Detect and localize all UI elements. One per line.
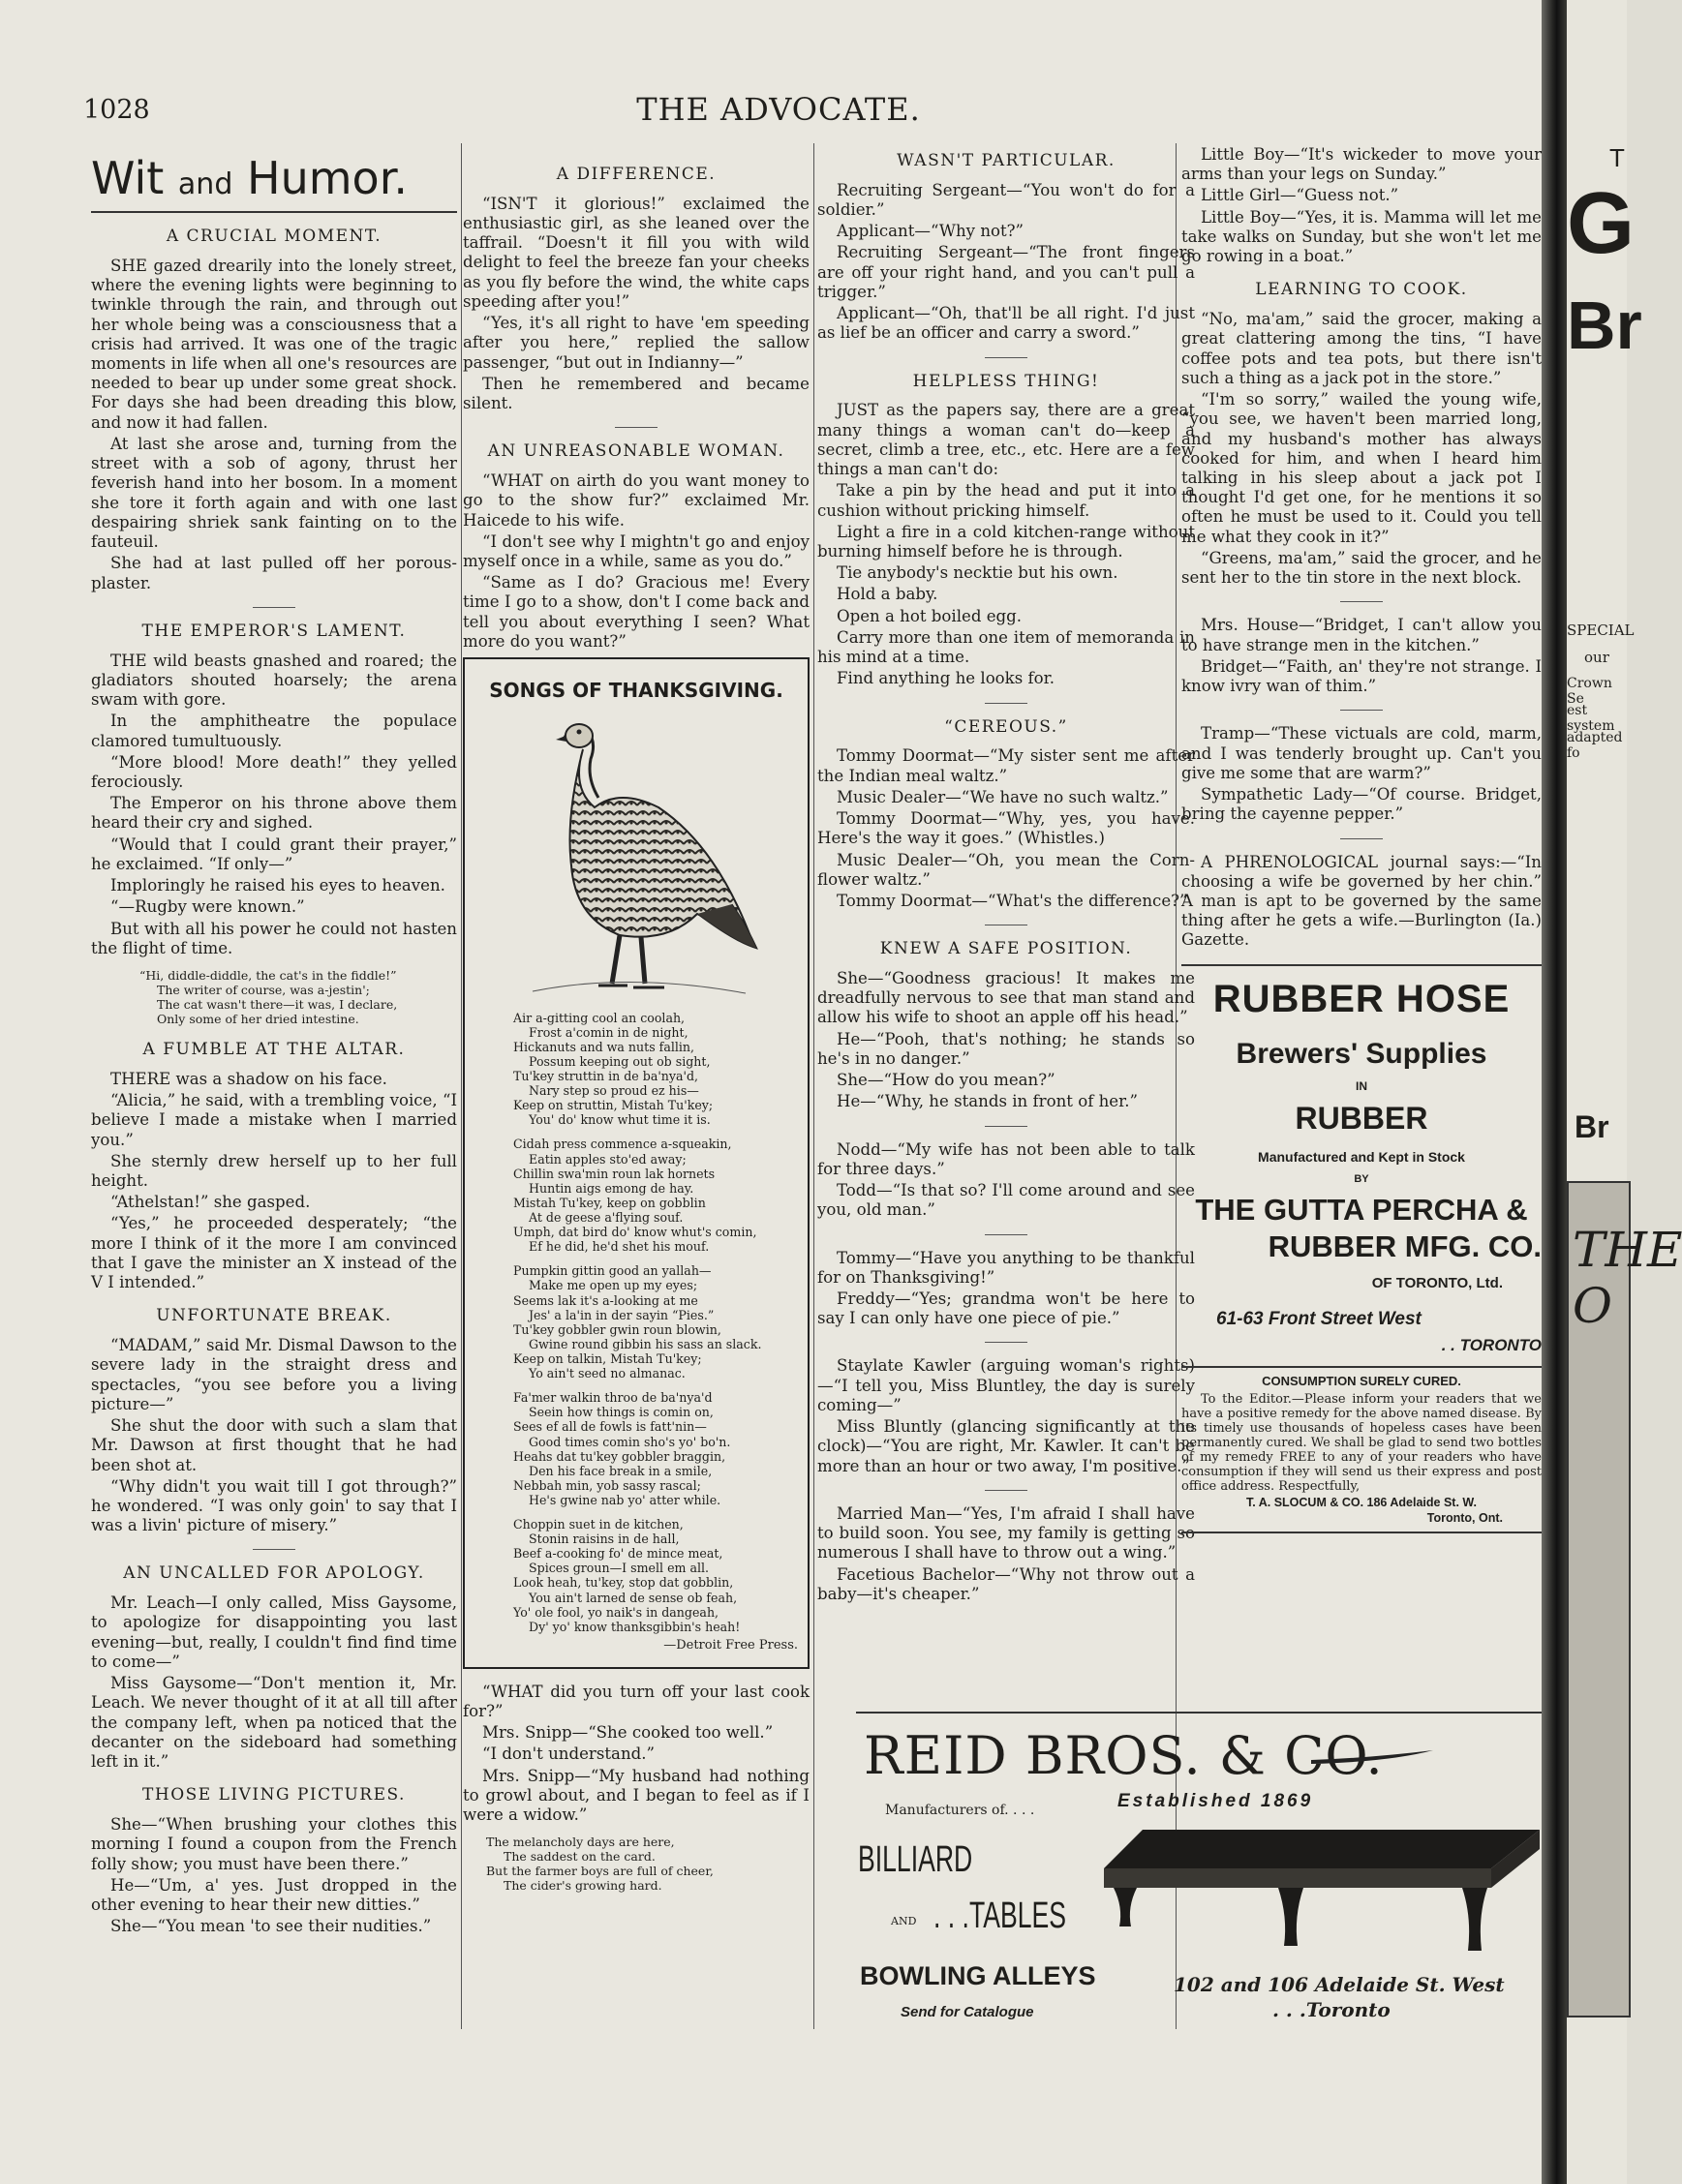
divider (985, 1490, 1027, 1491)
verse-line: At de geese a'flying souf. (529, 1209, 684, 1225)
paragraph: Married Man—“Yes, I'm afraid I shall have to build soon. You see, my family is getting so numerous I shall have to throw out a wing.” (817, 1503, 1195, 1562)
paragraph: Music Dealer—“Oh, you mean the Corn-flower waltz.” (817, 850, 1195, 889)
paragraph: Tie anybody's necktie but his own. (837, 563, 1118, 583)
adjacent-text: est system (1567, 703, 1615, 734)
paragraph: “Athelstan!” she gasped. (110, 1193, 311, 1212)
ad-line: IN (1356, 1079, 1367, 1094)
verse-line: Good times comin sho's yo' bo'n. (529, 1434, 731, 1449)
verse-line: Only some of her dried intestine. (157, 1012, 359, 1027)
verse-line: Sees ef all de fowls is fatt'nin— (513, 1419, 707, 1435)
paragraph: “Would that I could grant their prayer,” he exclaimed. “If only—” (91, 834, 457, 873)
paragraph: Mrs. House—“Bridget, I can't allow you to have strange men in the kitchen.” (1181, 616, 1542, 654)
headline: UNFORTUNATE BREAK. (156, 1306, 392, 1326)
verse-line: The cat wasn't there—it was, I declare, (157, 997, 398, 1013)
turkey-illustration (474, 711, 798, 1001)
paragraph: SHE gazed drearily into the lonely street, where the evening lights were beginning to twinkle through the rain, and through out her whole being was a consciousness that a crisis had arrived. It was one of the tragic moments in life when all one's resources are needed to bear up under some great shock. For days she had been dreading this blow, and now it had fallen. (91, 256, 457, 432)
ad-line: . . .TABLES (933, 1896, 1066, 1936)
song-verse (513, 1011, 798, 1128)
song-verse (513, 1137, 798, 1254)
paragraph: Find anything he looks for. (837, 669, 1055, 688)
verse-line: Heahs dat tu'key gobbler braggin, (513, 1448, 726, 1464)
headline: AN UNREASONABLE WOMAN. (487, 441, 785, 462)
paragraph: “—Rugby were known.” (110, 897, 305, 917)
divider (985, 1234, 1027, 1235)
paragraph: “I don't understand.” (482, 1744, 656, 1764)
divider (1340, 838, 1383, 839)
paragraph: “Greens, ma'am,” said the grocer, and he sent her to the tin store in the next block. (1181, 548, 1542, 588)
page-number: 1028 (83, 95, 150, 125)
ad-line: THE GUTTA PERCHA & (1195, 1193, 1528, 1228)
verse-line: Possum keeping out ob sight, (529, 1053, 711, 1069)
verse-line: The cider's growing hard. (504, 1878, 662, 1894)
headline: HELPLESS THING! (912, 371, 1100, 391)
paragraph: The Emperor on his throne above them heard their cry and sighed. (91, 794, 457, 833)
verse-line: Chillin swa'min roun lak hornets (513, 1166, 716, 1181)
ad-established: Established 1869 (1117, 1791, 1314, 1811)
ad-line: BOWLING ALLEYS (860, 1961, 1096, 1990)
verse-line: Nary step so proud ez his— (529, 1083, 699, 1099)
verse-line: Ef he did, he'd shet his mouf. (529, 1239, 710, 1255)
flourish-icon (1311, 1746, 1437, 1770)
divider (1340, 710, 1383, 711)
paragraph: Applicant—“Oh, that'll be all right. I'd just as lief be an officer and carry a sword.” (817, 304, 1195, 343)
adjacent-text: Br (1567, 288, 1642, 363)
ad-line: AND (891, 1915, 917, 1927)
paragraph: Tramp—“These victuals are cold, marm, and I was tenderly brought up. Can't you give me some that are warm?” (1181, 724, 1542, 782)
headline: A DIFFERENCE. (556, 165, 717, 184)
ad-signature: T. A. SLOCUM & CO. 186 Adelaide St. W. (1245, 1496, 1477, 1510)
paragraph: At last she arose and, turning from the street with a sob of agony, thrust her feverish hand into her bosom. In a moment she tore it forth again and with one last despairing shriek sank fainting on to the fauteuil. (91, 434, 457, 552)
paragraph: Then he remembered and became silent. (463, 374, 810, 413)
verse-line: Frost a'comin in de night, (529, 1024, 688, 1040)
ad-company-name: REID BROS. & CO. (864, 1725, 1384, 1786)
paragraph: “More blood! More death!” they yelled ferociously. (91, 752, 457, 791)
paragraph: “Alicia,” he said, with a trembling voice, “I believe I made a mistake when I married you.” (91, 1091, 457, 1149)
paragraph: Carry more than one item of memoranda in his mind at a time. (817, 627, 1195, 667)
paragraph: “WHAT on airth do you want money to go to the show fur?” exclaimed Mr. Haicede to his wife. (463, 471, 810, 530)
adjacent-text: Br (1575, 1109, 1609, 1144)
ad-line: Send for Catalogue (901, 2004, 1034, 2020)
paragraph: Music Dealer—“We have no such waltz.” (837, 787, 1169, 806)
column-1 (91, 145, 457, 1938)
billiard-table-illustration (1085, 1810, 1540, 1975)
paragraph: Hold a baby. (837, 585, 938, 604)
verse-line: Den his face break in a smile, (529, 1463, 713, 1478)
verse-line: Umph, dat bird do' know whut's comin, (513, 1225, 757, 1240)
verse-line: The melancholy days are here, (486, 1835, 675, 1850)
ad-address: 102 and 106 Adelaide St. West (1174, 1973, 1505, 1996)
verse-line: Seein how things is comin on, (529, 1405, 714, 1420)
adjacent-text: Crown Se (1567, 676, 1612, 707)
verse-line: Look heah, tu'key, stop dat gobblin, (513, 1575, 734, 1591)
paragraph: “MADAM,” said Mr. Dismal Dawson to the severe lady in the straight dress and spectacles, “you see before you a living picture—” (91, 1336, 457, 1413)
paragraph: THERE was a shadow on his face. (110, 1069, 387, 1088)
column-rule (461, 143, 462, 2029)
song-verse (513, 1517, 798, 1634)
verse-line: Yo ain't seed no almanac. (529, 1366, 686, 1381)
column-4 (1181, 145, 1542, 1533)
paragraph: Facetious Bachelor—“Why not throw out a baby—it's cheaper.” (817, 1564, 1195, 1603)
verse-line: But the farmer boys are full of cheer, (486, 1864, 714, 1879)
verse-line: Dy' yo' know thanksgibbin's heah! (529, 1619, 741, 1634)
verse-line: The writer of course, was a-jestin'; (157, 983, 370, 998)
divider (985, 703, 1027, 704)
ad-title: CONSUMPTION SURELY CURED. (1262, 1374, 1461, 1389)
verse (139, 968, 457, 1026)
divider (253, 607, 295, 608)
divider (985, 1342, 1027, 1343)
divider (615, 427, 658, 428)
paragraph: “No, ma'am,” said the grocer, making a great clattering among the tins, “I have coffee pots and tea pots, but there isn't such a thing as a jack pot in the store.” (1181, 310, 1542, 387)
section-title (91, 151, 457, 213)
verse-line: Keep on talkin, Mistah Tu'key; (513, 1350, 702, 1366)
verse-line: Keep on struttin, Mistah Tu'key; (513, 1098, 714, 1113)
verse-line: Tu'key struttin in de ba'nya'd, (513, 1068, 699, 1083)
paragraph: She—“When brushing your clothes this morning I found a coupon from the French folly show; you must have been there.” (91, 1815, 457, 1873)
paragraph: He—“Why, he stands in front of her.” (837, 1092, 1138, 1111)
paragraph: But with all his power he could not hasten the flight of time. (91, 919, 457, 957)
verse-line: You ain't larned de sense ob feah, (529, 1590, 738, 1605)
headline: WASN'T PARTICULAR. (897, 151, 1116, 170)
verse-line: He's gwine nab yo' atter while. (529, 1492, 721, 1507)
verse-line: Seems lak it's a-looking at me (513, 1292, 698, 1308)
ad-address: . . .Toronto (1272, 1998, 1391, 2021)
verse-line: You' do' know whut time it is. (529, 1112, 711, 1128)
paragraph: He—“Um, a' yes. Just dropped in the other evening to hear their new ditties.” (91, 1875, 457, 1914)
verse-line: Gwine round gibbin his sass an slack. (529, 1336, 762, 1351)
divider (985, 1126, 1027, 1127)
adjacent-text: SPECIAL (1567, 622, 1635, 639)
paragraph: Bridget—“Faith, an' they're not strange. I know ivry wan of thim.” (1181, 656, 1542, 696)
verse-line: Spices groun—I smell em all. (529, 1561, 710, 1576)
ad-line: Manufacturers of. . . . (885, 1803, 1035, 1818)
verse-line: Air a-gitting cool an coolah, (513, 1010, 686, 1025)
ad-signature: Toronto, Ont. (1426, 1510, 1503, 1525)
paragraph: In the amphitheatre the populace clamored tumultuously. (91, 712, 457, 750)
paragraph: Take a pin by the head and put it into a cushion without pricking himself. (817, 481, 1195, 520)
paragraph: “Yes, it's all right to have 'em speeding after you here,” replied the sallow passenger, “but out in Indianny—” (463, 314, 810, 372)
credit: —Detroit Free Press. (663, 1637, 798, 1653)
headline: THOSE LIVING PICTURES. (142, 1785, 406, 1805)
paragraph: Mrs. Snipp—“My husband had nothing to growl about, and I began to feel as if I were a widow.” (463, 1766, 810, 1825)
consumption-ad (1181, 1366, 1542, 1533)
paragraph: “I'm so sorry,” wailed the young wife, “you see, we haven't been married long, and my husband's mother has always cooked for him, and when I heard him talking in his sleep about a jack pot I thought I'd get one, for he mentions it so often he must be used to it. Could you tell me what they cook in it?” (1181, 390, 1542, 546)
ad-line: RUBBER HOSE (1212, 977, 1511, 1020)
paragraph: Freddy—“Yes; grandma won't be here to say I can only have one piece of pie.” (817, 1289, 1195, 1328)
verse-line: Make me open up my eyes; (529, 1278, 698, 1293)
verse-line: Huntin aigs emong de hay. (529, 1180, 694, 1196)
paragraph: “Same as I do? Gracious me! Every time I go to a show, don't I come back and tell you about everything I seen? What more do you want?” (463, 573, 810, 651)
section-title-word: Wit (91, 152, 165, 204)
rubber-hose-ad (1181, 964, 1542, 1356)
verse-line: The saddest on the card. (504, 1849, 656, 1865)
verse-line: Mistah Tu'key, keep on gobblin (513, 1195, 706, 1210)
paragraph: Recruiting Sergeant—“You won't do for a soldier.” (817, 180, 1195, 219)
paragraph: She—“You mean 'to see their nudities.” (110, 1917, 432, 1936)
paragraph: She had at last pulled off her porous-plaster. (91, 554, 457, 592)
paragraph: “ISN'T it glorious!” exclaimed the enthusiastic girl, as she leaned over the taffrail. “Doesn't it fill you with wild delight to feel the breeze fan your cheeks as you fly before the wind, the white caps speeding after you!” (463, 194, 810, 311)
paragraph: Open a hot boiled egg. (837, 606, 1023, 625)
paragraph: She sternly drew herself up to her full height. (91, 1151, 457, 1190)
paragraph: “WHAT did you turn off your last cook for?” (463, 1682, 810, 1721)
verse-line: Hickanuts and wa nuts fallin, (513, 1039, 695, 1054)
verse (486, 1835, 810, 1893)
paragraph: She—“How do you mean?” (837, 1071, 1055, 1090)
song-title: SONGS OF THANKSGIVING. (489, 679, 783, 703)
paragraph: Todd—“Is that so? I'll come around and see you, old man.” (817, 1181, 1195, 1220)
paragraph: Light a fire in a cold kitchen-range without burning himself before he is through. (817, 522, 1195, 561)
ad-line: Manufactured and Kept in Stock (1258, 1148, 1465, 1165)
masthead: THE ADVOCATE. (636, 91, 921, 128)
verse-line: Pumpkin gittin good an yallah— (513, 1263, 712, 1279)
paragraph: Miss Bluntly (glancing significantly at the clock)—“You are right, Mr. Kawler. It can't be more than an hour or two away, I'm positive.” (817, 1417, 1195, 1475)
paragraph: Tommy—“Have you anything to be thankful for on Thanksgiving!” (817, 1248, 1195, 1287)
song-verse (513, 1390, 798, 1507)
divider (985, 357, 1027, 358)
column-rule (813, 143, 814, 2029)
paragraph: Tommy Doormat—“What's the difference?” (837, 892, 1188, 910)
headline: THE EMPEROR'S LAMENT. (141, 621, 407, 641)
adjacent-text: T (1609, 143, 1625, 172)
headline: LEARNING TO COOK. (1255, 280, 1468, 300)
verse-line: Jes' a la'in in der sayin “Pies.” (529, 1307, 715, 1322)
paragraph: “Why didn't you wait till I got through?” he wondered. “I was only goin' to say that I was a livin' picture of misery.” (91, 1476, 457, 1535)
divider (253, 1549, 295, 1550)
ad-line: BILLIARD (858, 1839, 973, 1880)
verse-line: Nebbah min, yob sassy rascal; (513, 1477, 701, 1493)
paragraph: Staylate Kawler (arguing woman's rights)—“I tell you, Miss Bluntley, the day is surely coming—” (817, 1356, 1195, 1414)
column-3 (817, 145, 1195, 1606)
adjacent-text: our (1584, 649, 1609, 666)
adjacent-text: THE O (1573, 1222, 1682, 1334)
ad-line: Brewers' Supplies (1236, 1037, 1487, 1070)
headline: “CEREOUS.” (944, 716, 1068, 737)
paragraph: Tommy Doormat—“Why, yes, you have. Here's the way it goes.” (Whistles.) (817, 809, 1195, 848)
paragraph: “Yes,” he proceeded desperately; “the more I think of it the more I am convinced that I gave the minister an X instead of the V I intended.” (91, 1214, 457, 1292)
paragraph: Little Boy—“It's wickeder to move your arms than your legs on Sunday.” (1181, 145, 1542, 184)
ad-line: BY (1354, 1172, 1369, 1185)
paragraph: JUST as the papers say, there are a great many things a woman can't do—keep a secret, climb a tree, etc., etc. Here are a few things a man can't do: (817, 401, 1195, 479)
column-2 (463, 145, 810, 1902)
paragraph: Miss Gaysome—“Don't mention it, Mr. Leach. We never thought of it at all till after the company left, when pa noticed that the decanter on the sideboard had something left in it.” (91, 1674, 457, 1772)
verse-line: Stonin raisins in de hall, (529, 1532, 680, 1547)
section-title-and: and (177, 167, 233, 201)
paragraph: Mr. Leach—I only called, Miss Gaysome, to apologize for disappointing you last evening—but, really, I couldn't find find time to come—” (91, 1593, 457, 1671)
verse-line: Beef a-cooking fo' de mince meat, (513, 1546, 723, 1562)
headline: AN UNCALLED FOR APOLOGY. (123, 1563, 425, 1584)
verse-line: Fa'mer walkin throo de ba'nya'd (513, 1390, 713, 1406)
verse-line: Tu'key gobbler gwin roun blowin, (513, 1321, 721, 1337)
section-title-word: Humor. (247, 152, 409, 204)
verse-line: Eatin apples sto'ed away; (529, 1151, 687, 1167)
paragraph: A PHRENOLOGICAL journal says:—“In choosing a wife be governed by her chin.” A man is apt to be governed by the same thing after he gets a wife.—Burlington (Ia.) Gazette. (1181, 852, 1542, 950)
verse-line: “Hi, diddle-diddle, the cat's in the fiddle!” (139, 968, 397, 984)
verse-line: Cidah press commence a-squeakin, (513, 1137, 732, 1152)
adjacent-picture (1567, 1181, 1682, 2017)
adjacent-page-edge (1567, 0, 1682, 2184)
paragraph: Little Girl—“Guess not.” (1201, 186, 1399, 205)
songs-box (463, 657, 810, 1669)
adjacent-text: adapted fo (1567, 730, 1623, 761)
headline: KNEW A SAFE POSITION. (879, 939, 1133, 959)
verse-line: Yo' ole fool, yo naik's in dangeah, (513, 1604, 719, 1620)
headline: A FUMBLE AT THE ALTAR. (142, 1040, 406, 1060)
paragraph: Imploringly he raised his eyes to heaven. (110, 876, 445, 895)
running-head (83, 91, 1474, 128)
song-verse (513, 1263, 798, 1380)
paragraph: Mrs. Snipp—“She cooked too well.” (482, 1723, 774, 1743)
paragraph: Tommy Doormat—“My sister sent me after the Indian meal waltz.” (817, 746, 1195, 785)
paragraph: THE wild beasts gnashed and roared; the gladiators shouted hoarsely; the arena swam with gore. (91, 651, 457, 710)
ad-line: OF TORONTO, Ltd. (1371, 1274, 1503, 1291)
paragraph: Recruiting Sergeant—“The front fingers are off your right hand, and you can't pull a trigger.” (817, 243, 1195, 301)
ad-line: RUBBER MFG. CO. (1268, 1229, 1542, 1264)
headline: A CRUCIAL MOMENT. (166, 227, 382, 247)
verse-line: Choppin suet in de kitchen, (513, 1517, 684, 1532)
paragraph: “I don't see why I mightn't go and enjoy myself once in a while, same as you do.” (463, 531, 810, 570)
ad-line: . . TORONTO (1441, 1336, 1542, 1355)
ad-line: 61-63 Front Street West (1216, 1309, 1422, 1330)
divider (1340, 601, 1383, 602)
paragraph: Applicant—“Why not?” (837, 222, 1024, 241)
adjacent-text: G (1567, 175, 1636, 272)
paragraph: Sympathetic Lady—“Of course. Bridget, bring the cayenne pepper.” (1181, 785, 1542, 824)
paragraph: Nodd—“My wife has not been able to talk for three days.” (817, 1139, 1195, 1178)
book-gutter (1542, 0, 1567, 2184)
paragraph: He—“Pooh, that's nothing; he stands so he's in no danger.” (817, 1029, 1195, 1068)
paragraph: She—“Goodness gracious! It makes me dreadfully nervous to see that man stand and allow his wife to shoot an apple off his head.” (817, 968, 1195, 1027)
ad-line: RUBBER (1295, 1100, 1428, 1136)
ad-body: To the Editor.—Please inform your readers that we have a positive remedy for the above named disease. By its timely use thousands of hopeless cases have been permanently cured. We shall be glad to send two bottles of my remedy FREE to any of your readers who have consumption if they will send us their express and post office address. Respectfully, (1181, 1391, 1542, 1494)
reid-bros-ad (856, 1712, 1544, 2033)
paragraph: Little Boy—“Yes, it is. Mamma will let me take walks on Sunday, but she won't let me go rowing in a boat.” (1181, 207, 1542, 266)
paragraph: She shut the door with such a slam that Mr. Dawson at first thought that he had been shot at. (91, 1416, 457, 1474)
